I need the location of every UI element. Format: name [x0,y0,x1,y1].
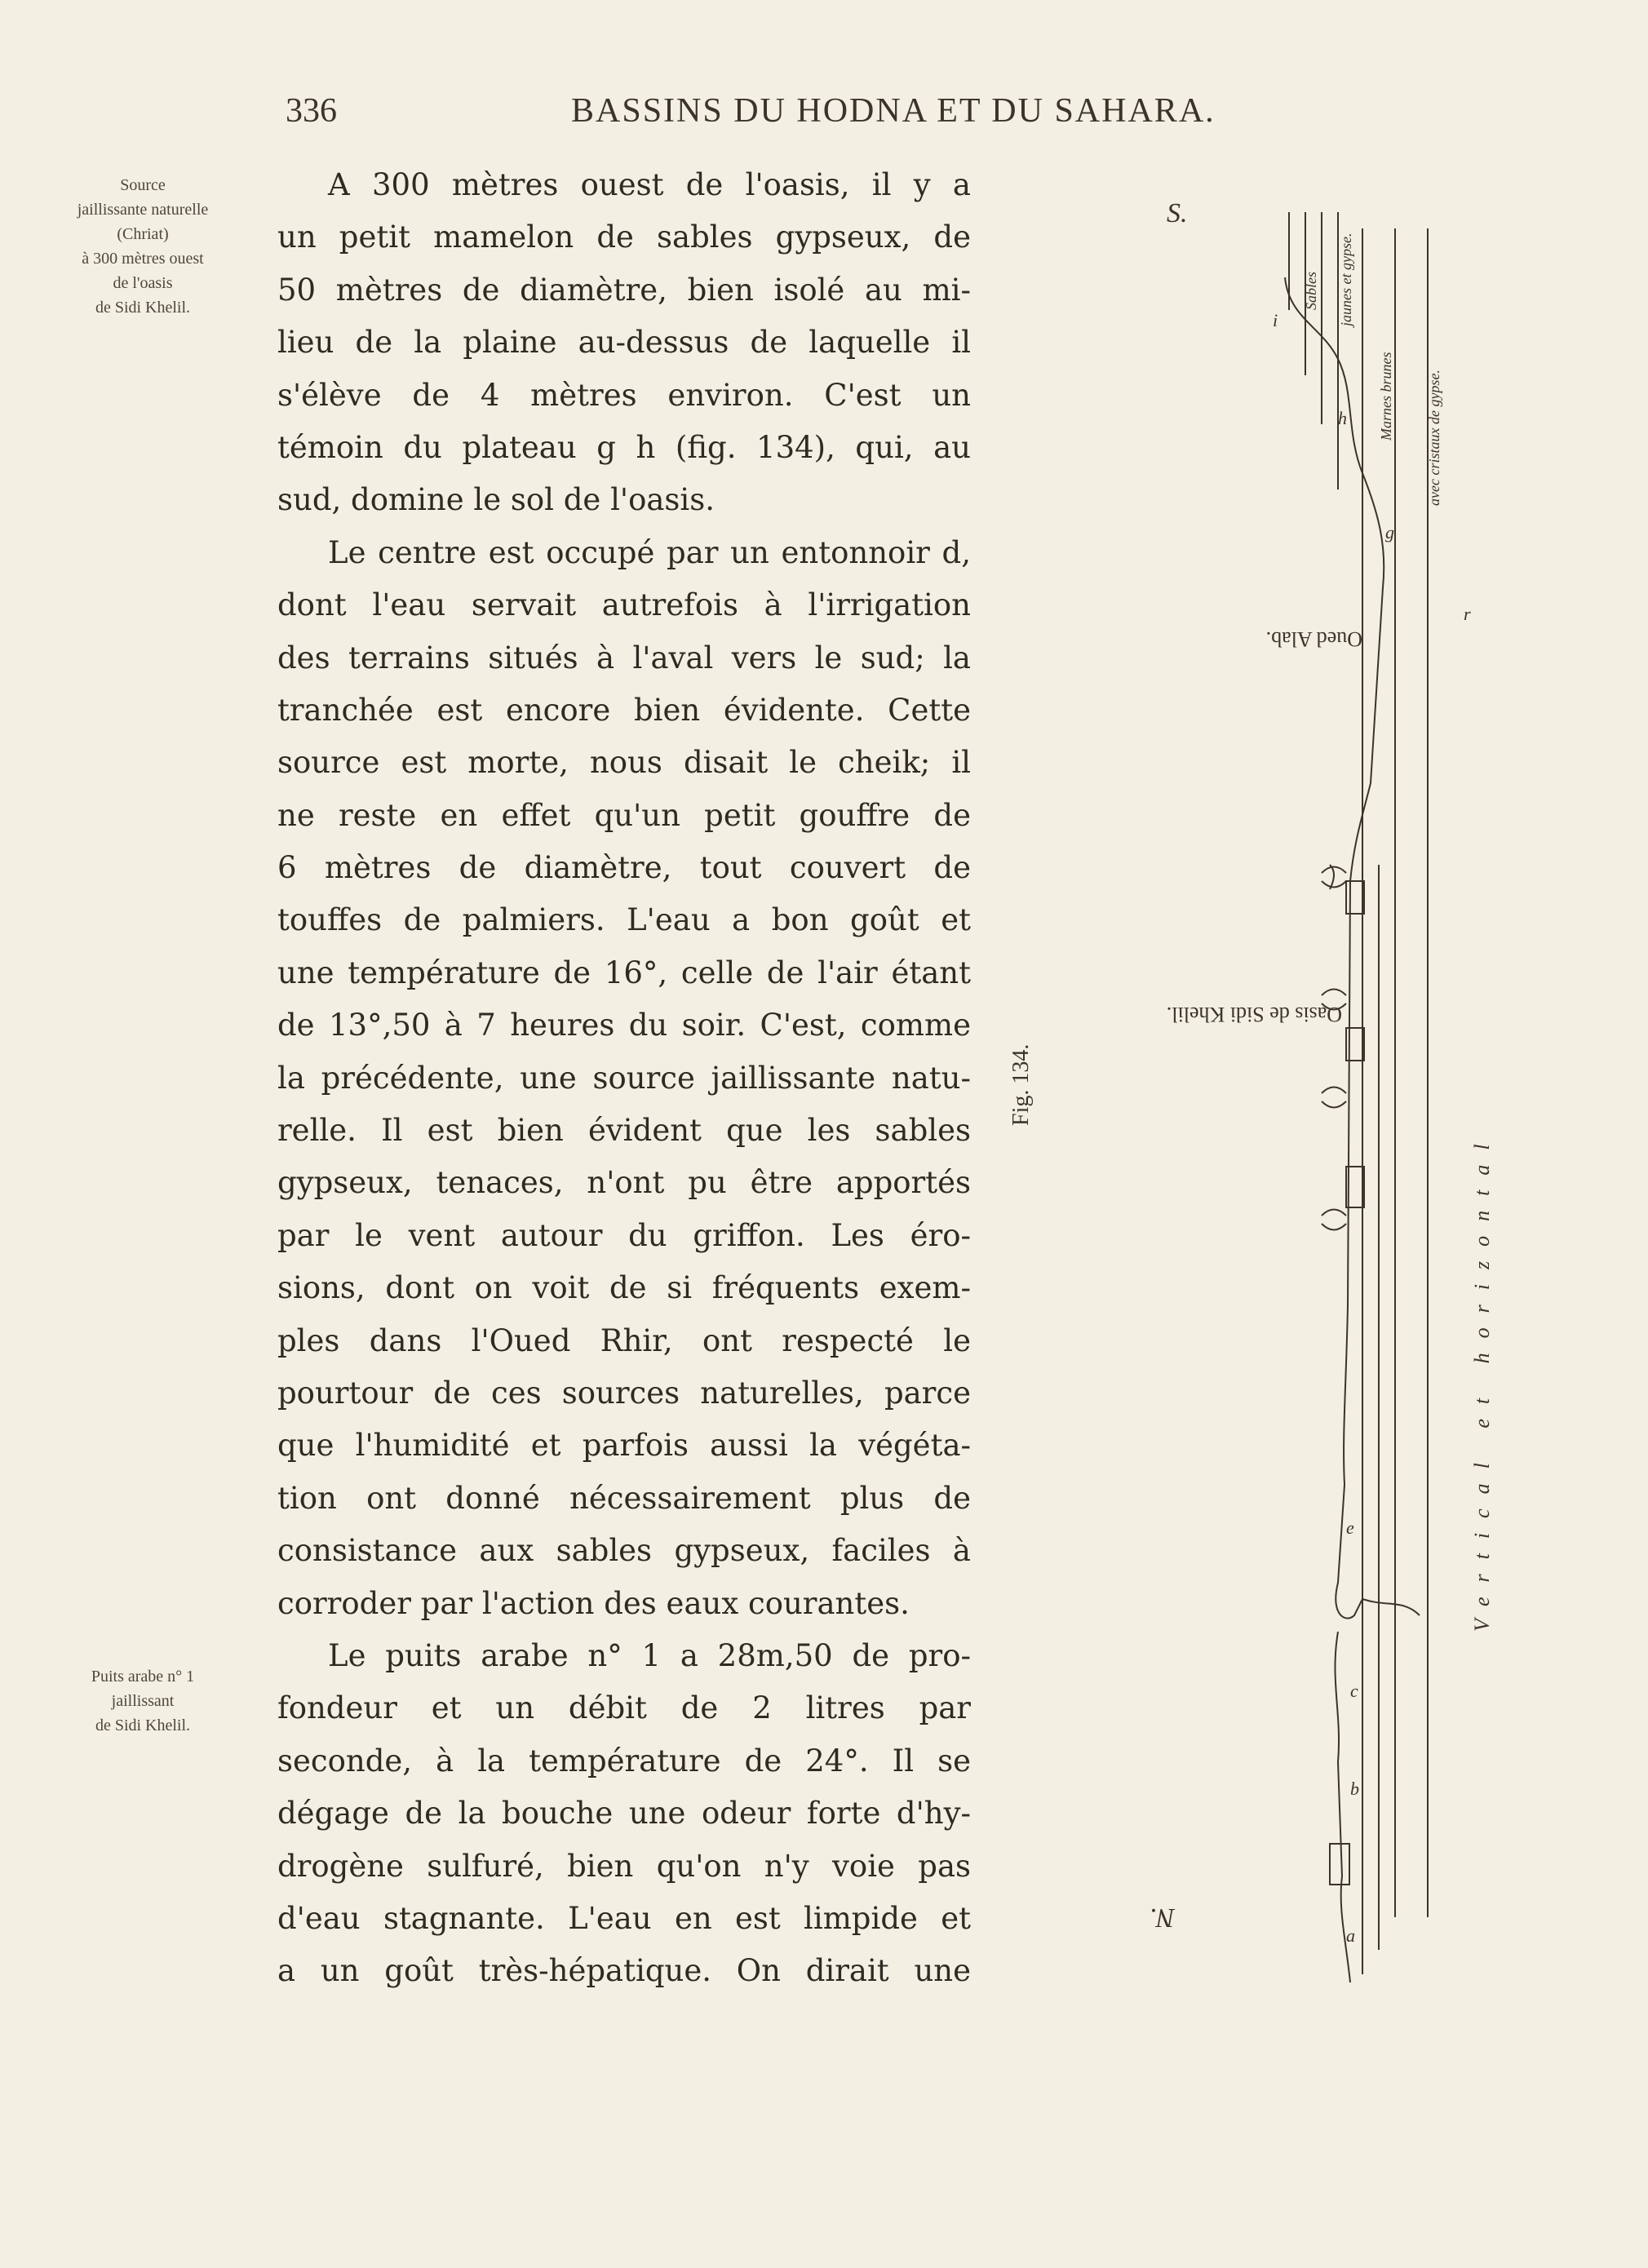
text-line: touffes de palmiers. L'eau a bon goût et [277,902,971,938]
layer-label-jaunes: jaunes et gypse. [1338,233,1354,326]
text-line: ne reste en effet qu'un petit gouffre de [277,797,971,833]
place-label-oasis: Oasis de Sidi Khelil. [1166,1003,1342,1026]
geological-section-svg [979,163,1550,2219]
text-line: d'eau stagnante. L'eau en est limpide et [277,1900,971,1936]
palm-icon [1322,1210,1346,1230]
margin-note-line: Source [120,176,166,194]
text-line: Le centre est occupé par un entonnoir d, [328,534,971,570]
page-header [286,91,1240,140]
page-number: 336 [286,92,337,130]
geological-section-figure [979,163,1550,2219]
text-line: corroder par l'action des eaux courantes. [277,1585,910,1621]
text-line: consistance aux sables gypseux, faciles à [277,1533,971,1569]
place-label-oued: Oued Alab. [1265,627,1362,651]
text-line: 50 mètres de diamètre, bien isolé au mi- [277,272,971,308]
text-line: que l'humidité et parfois aussi la végéta- [277,1428,971,1464]
text-line: gypseux, tenaces, n'ont pu être apportés [277,1165,971,1201]
margin-note-line: Puits arabe n° 1 [91,1668,195,1685]
layer-label-cristaux: avec cristaux de gypse. [1426,370,1442,506]
point-letter: r [1464,604,1471,624]
margin-note-line: jaillissante naturelle [77,201,209,219]
text-line: tranchée est encore bien évidente. Cette [277,692,971,728]
text-line: s'élève de 4 mètres environ. C'est un [277,377,971,413]
text-line: sions, dont on voit de si fréquents exem- [277,1270,971,1306]
point-letter: i [1273,310,1278,330]
text-line: par le vent autour du griffon. Les éro- [277,1217,971,1253]
text-line: drogène sulfuré, bien qu'on n'y voie pas [277,1848,971,1884]
margin-note-line: de l'oasis [113,274,173,292]
text-line: tion ont donné nécessairement plus de [277,1480,971,1516]
text-line: ples dans l'Oued Rhir, ont respecté le [277,1322,971,1358]
figure-number: Fig. 134. [1008,1043,1034,1126]
margin-note-line: de Sidi Khelil. [95,1717,191,1734]
point-letter: e [1346,1517,1354,1538]
well-marker [1330,1844,1349,1885]
ground-profile [1285,277,1420,1982]
text-line: 6 mètres de diamètre, tout couvert de [277,850,971,886]
margin-note-line: (Chriat) [117,225,169,243]
margin-note-line: de Sidi Khelil. [95,299,191,317]
margin-note-line: jaillissant [111,1692,175,1710]
text-line: une température de 16°, celle de l'air étant [277,955,971,990]
point-letter: b [1350,1779,1359,1799]
layer-label-sables: Sables [1303,272,1319,310]
text-line: lieu de la plaine au-dessus de laquelle il [277,325,971,361]
margin-note-source [49,173,237,320]
running-title: BASSINS DU HODNA ET DU SAHARA. [571,92,1216,130]
palm-icon [1322,865,1346,889]
body-text [277,159,971,1998]
margin-note-puits [49,1664,237,1738]
text-line: dont l'eau servait autrefois à l'irrigation [277,587,971,623]
text-line: témoin du plateau g h (fig. 134), qui, au [277,429,971,465]
text-line: fondeur et un débit de 2 litres par [277,1690,971,1726]
text-line: un petit mamelon de sables gypseux, de [277,219,971,255]
text-line: sud, domine le sol de l'oasis. [277,482,715,518]
text-line: seconde, à la température de 24°. Il se [277,1743,971,1779]
text-line: pourtour de ces sources naturelles, parce [277,1375,971,1411]
point-letter: c [1350,1681,1358,1701]
text-line: dégage de la bouche une odeur forte d'hy- [277,1796,971,1832]
text-line: des terrains situés à l'aval vers le sud; la [277,640,971,676]
fig-top-letter: S. [1167,198,1188,228]
point-letter: a [1346,1925,1355,1946]
layer-label-marnes: Marnes brunes [1378,352,1394,441]
text-line: source est morte, nous disait le cheik; il [277,745,971,781]
palm-icon [1322,1087,1346,1108]
point-letter: h [1338,408,1347,428]
text-line: a un goût très-hépatique. On dirait une [277,1953,971,1989]
text-line: relle. Il est bien évident que les sables [277,1113,971,1149]
text-line: de 13°,50 à 7 heures du soir. C'est, comme [277,1008,971,1043]
point-letter: g [1385,522,1394,543]
text-line: A 300 mètres ouest de l'oasis, il y a [328,167,971,202]
margin-note-line: à 300 mètres ouest [82,250,204,268]
fig-bottom-letter: N. [1149,1903,1175,1933]
well-marker [1346,881,1364,914]
text-line: la précédente, une source jaillissante natu- [277,1060,971,1096]
text-line: Le puits arabe n° 1 a 28m,50 de pro- [328,1637,971,1673]
fig-vertical-caption: Vertical et horizontal [1470,1129,1494,1632]
